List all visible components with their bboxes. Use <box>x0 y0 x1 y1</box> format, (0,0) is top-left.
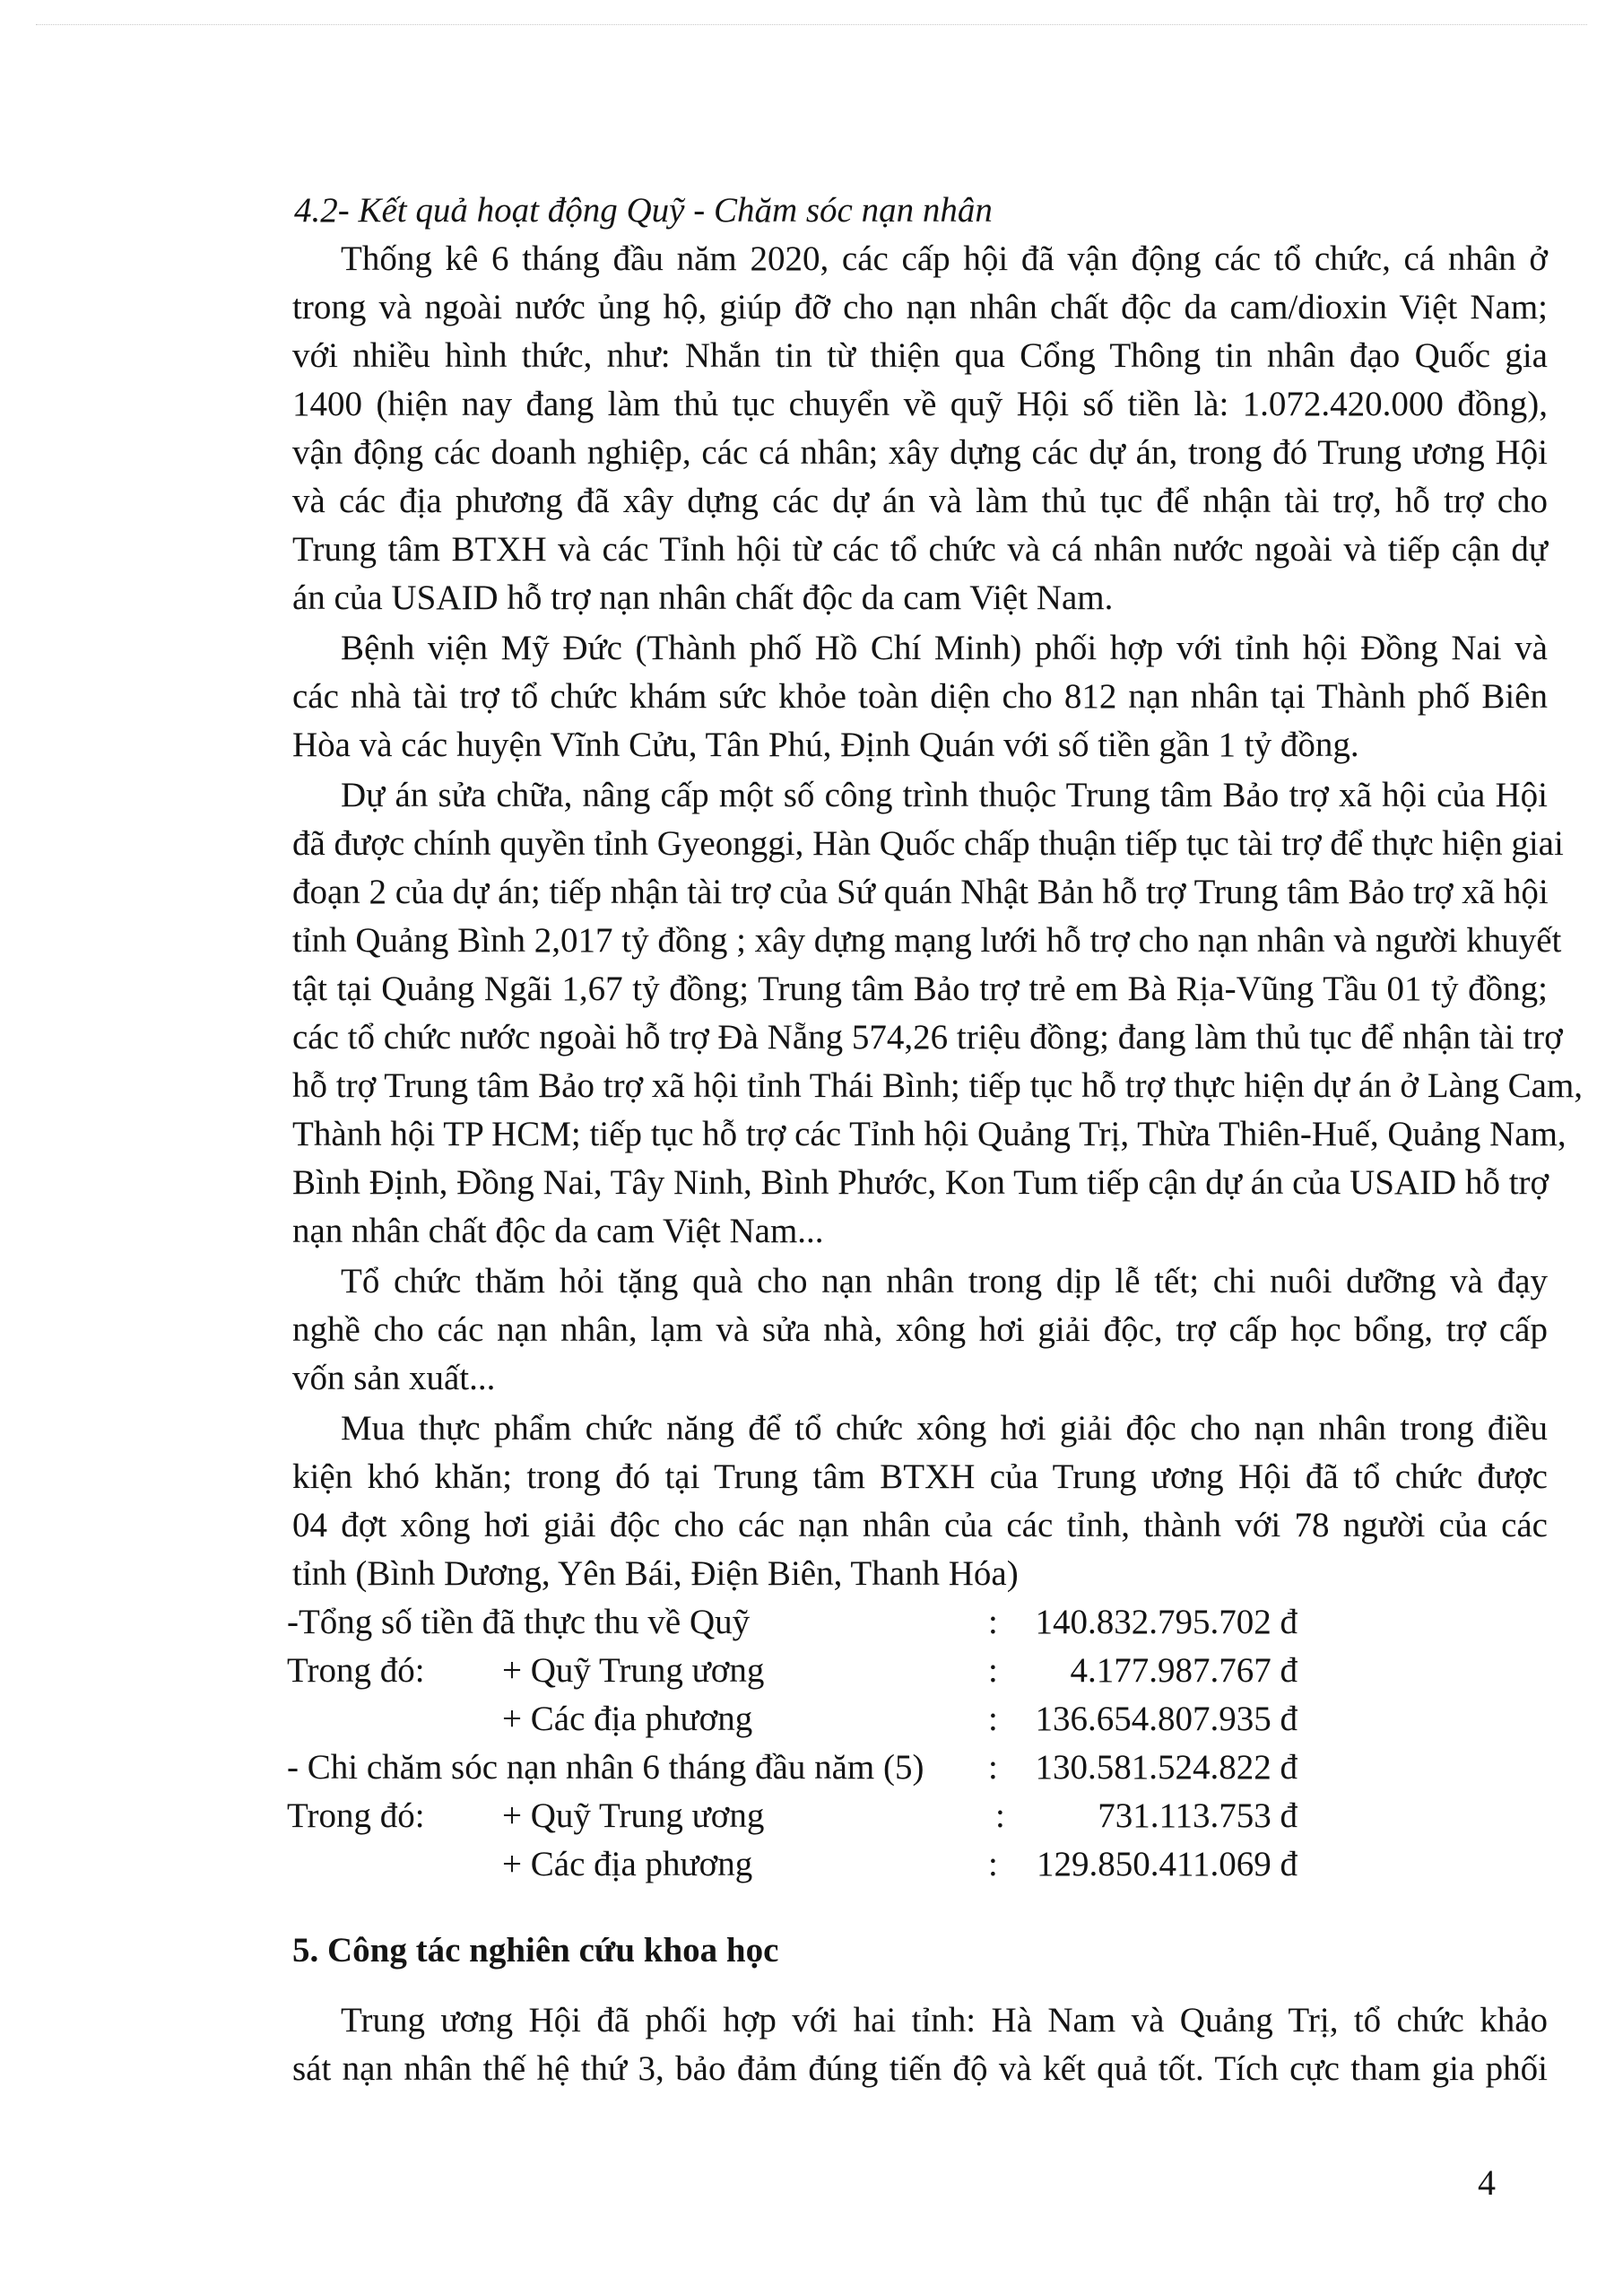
finance-value: 130.581.524.822 đ <box>1035 1748 1298 1787</box>
paragraph-line: nghề cho các nạn nhân, lạm và sửa nhà, xông hơi giải độc, trợ cấp học bổng, trợ cấp <box>292 1310 1548 1349</box>
paragraph-line: Thống kê 6 tháng đầu năm 2020, các cấp hội đã vận động các tổ chức, cá nhân ở <box>341 239 1548 278</box>
scan-artifact-line <box>36 24 1587 26</box>
paragraph-line: Trung tâm BTXH và các Tỉnh hội từ các tổ chức và cá nhân nước ngoài và tiếp cận dự <box>292 530 1548 569</box>
finance-colon: : <box>988 1748 998 1787</box>
paragraph-line: Bình Định, Đồng Nai, Tây Ninh, Bình Phước, Kon Tum tiếp cận dự án của USAID hỗ trợ <box>292 1163 1549 1202</box>
paragraph-line: nạn nhân chất độc da cam Việt Nam... <box>292 1212 824 1250</box>
paragraph-line: Tổ chức thăm hỏi tặng quà cho nạn nhân trong dịp lễ tết; chi nuôi dưỡng và đạy <box>341 1262 1548 1300</box>
finance-colon: : <box>988 1651 998 1690</box>
finance-sublabel: + Quỹ Trung ương <box>502 1651 765 1690</box>
paragraph-line: Hòa và các huyện Vĩnh Cửu, Tân Phú, Định Quán với số tiền gần 1 tỷ đồng. <box>292 726 1359 764</box>
finance-value: 4.177.987.767 đ <box>1070 1651 1298 1690</box>
paragraph-line: tỉnh Quảng Bình 2,017 tỷ đồng ; xây dựng mạng lưới hỗ trợ cho nạn nhân và người khuyết <box>292 921 1562 960</box>
paragraph-line: các nhà tài trợ tổ chức khám sức khỏe toàn diện cho 812 nạn nhân tại Thành phố Biên <box>292 677 1548 716</box>
finance-label: Trong đó: <box>287 1796 425 1835</box>
paragraph-line: vận động các doanh nghiệp, các cá nhân; xây dựng các dự án, trong đó Trung ương Hội <box>292 433 1548 472</box>
paragraph-line: 04 đợt xông hơi giải độc cho các nạn nhân của các tỉnh, thành với 78 người của các <box>292 1506 1548 1544</box>
paragraph-line: Trung ương Hội đã phối hợp với hai tỉnh: Hà Nam và Quảng Trị, tổ chức khảo <box>341 2001 1548 2039</box>
paragraph-line: và các địa phương đã xây dựng các dự án và làm thủ tục để nhận tài trợ, hỗ trợ cho <box>292 482 1548 520</box>
finance-colon: : <box>995 1796 1005 1835</box>
finance-colon: : <box>988 1700 998 1738</box>
finance-sublabel: + Các địa phương <box>502 1845 753 1883</box>
finance-sublabel: + Các địa phương <box>502 1700 753 1738</box>
paragraph-line: Thành hội TP HCM; tiếp tục hỗ trợ các Tỉnh hội Quảng Trị, Thừa Thiên-Huế, Quảng Nam, <box>292 1115 1567 1153</box>
finance-value: 140.832.795.702 đ <box>1035 1603 1298 1641</box>
paragraph-line: với nhiều hình thức, như: Nhắn tin từ thiện qua Cổng Thông tin nhân đạo Quốc gia <box>292 336 1548 375</box>
paragraph-line: trong và ngoài nước ủng hộ, giúp đỡ cho nạn nhân chất độc da cam/dioxin Việt Nam; <box>292 288 1548 326</box>
paragraph-line: Mua thực phẩm chức năng để tổ chức xông hơi giải độc cho nạn nhân trong điều <box>341 1409 1548 1448</box>
paragraph-line: các tổ chức nước ngoài hỗ trợ Đà Nẵng 574,26 triệu đồng; đang làm thủ tục để nhận tài trợ <box>292 1018 1563 1057</box>
paragraph-line: 1400 (hiện nay đang làm thủ tục chuyển về quỹ Hội số tiền là: 1.072.420.000 đồng), <box>292 385 1548 423</box>
section-heading-5: 5. Công tác nghiên cứu khoa học <box>292 1931 779 1970</box>
finance-colon: : <box>988 1603 998 1641</box>
finance-value: 731.113.753 đ <box>1098 1796 1298 1835</box>
paragraph-line: đoạn 2 của dự án; tiếp nhận tài trợ của Sứ quán Nhật Bản hỗ trợ Trung tâm Bảo trợ xã hội <box>292 873 1549 911</box>
paragraph-line: sát nạn nhân thế hệ thứ 3, bảo đảm đúng tiến độ và kết quả tốt. Tích cực tham gia phối <box>292 2049 1548 2088</box>
paragraph-line: tỉnh (Bình Dương, Yên Bái, Điện Biên, Thanh Hóa) <box>292 1554 1019 1593</box>
paragraph-line: kiện khó khăn; trong đó tại Trung tâm BTXH của Trung ương Hội đã tổ chức được <box>292 1457 1548 1496</box>
finance-value: 136.654.807.935 đ <box>1035 1700 1298 1738</box>
finance-row <box>287 1840 1327 1889</box>
finance-value: 129.850.411.069 đ <box>1036 1845 1298 1883</box>
paragraph-line: vốn sản xuất... <box>292 1359 496 1397</box>
finance-row <box>287 1598 1327 1647</box>
finance-row <box>287 1792 1327 1840</box>
finance-row <box>287 1647 1327 1695</box>
paragraph-line: án của USAID hỗ trợ nạn nhân chất độc da cam Việt Nam. <box>292 578 1114 617</box>
paragraph-line: hỗ trợ Trung tâm Bảo trợ xã hội tỉnh Thái Bình; tiếp tục hỗ trợ thực hiện dự án ở Làng Cam, <box>292 1066 1584 1105</box>
section-heading-4-2: 4.2- Kết quả hoạt động Quỹ - Chăm sóc nạn nhân <box>294 191 993 230</box>
finance-row <box>287 1744 1327 1792</box>
page-number: 4 <box>1478 2162 1496 2203</box>
finance-label: - Chi chăm sóc nạn nhân 6 tháng đầu năm (5) <box>287 1748 924 1787</box>
finance-label: -Tổng số tiền đã thực thu về Quỹ <box>287 1603 751 1641</box>
finance-label: Trong đó: <box>287 1651 425 1690</box>
paragraph-line: Dự án sửa chữa, nâng cấp một số công trình thuộc Trung tâm Bảo trợ xã hội của Hội <box>341 776 1548 814</box>
paragraph-line: Bệnh viện Mỹ Đức (Thành phố Hồ Chí Minh) phối hợp với tỉnh hội Đồng Nai và <box>341 629 1548 667</box>
finance-colon: : <box>988 1845 998 1883</box>
finance-sublabel: + Quỹ Trung ương <box>502 1796 765 1835</box>
finance-row <box>287 1695 1327 1744</box>
paragraph-line: tật tại Quảng Ngãi 1,67 tỷ đồng; Trung tâm Bảo trợ trẻ em Bà Rịa-Vũng Tầu 01 tỷ đồng; <box>292 970 1548 1008</box>
paragraph-line: đã được chính quyền tỉnh Gyeonggi, Hàn Quốc chấp thuận tiếp tục tài trợ để thực hiện giai <box>292 824 1564 863</box>
